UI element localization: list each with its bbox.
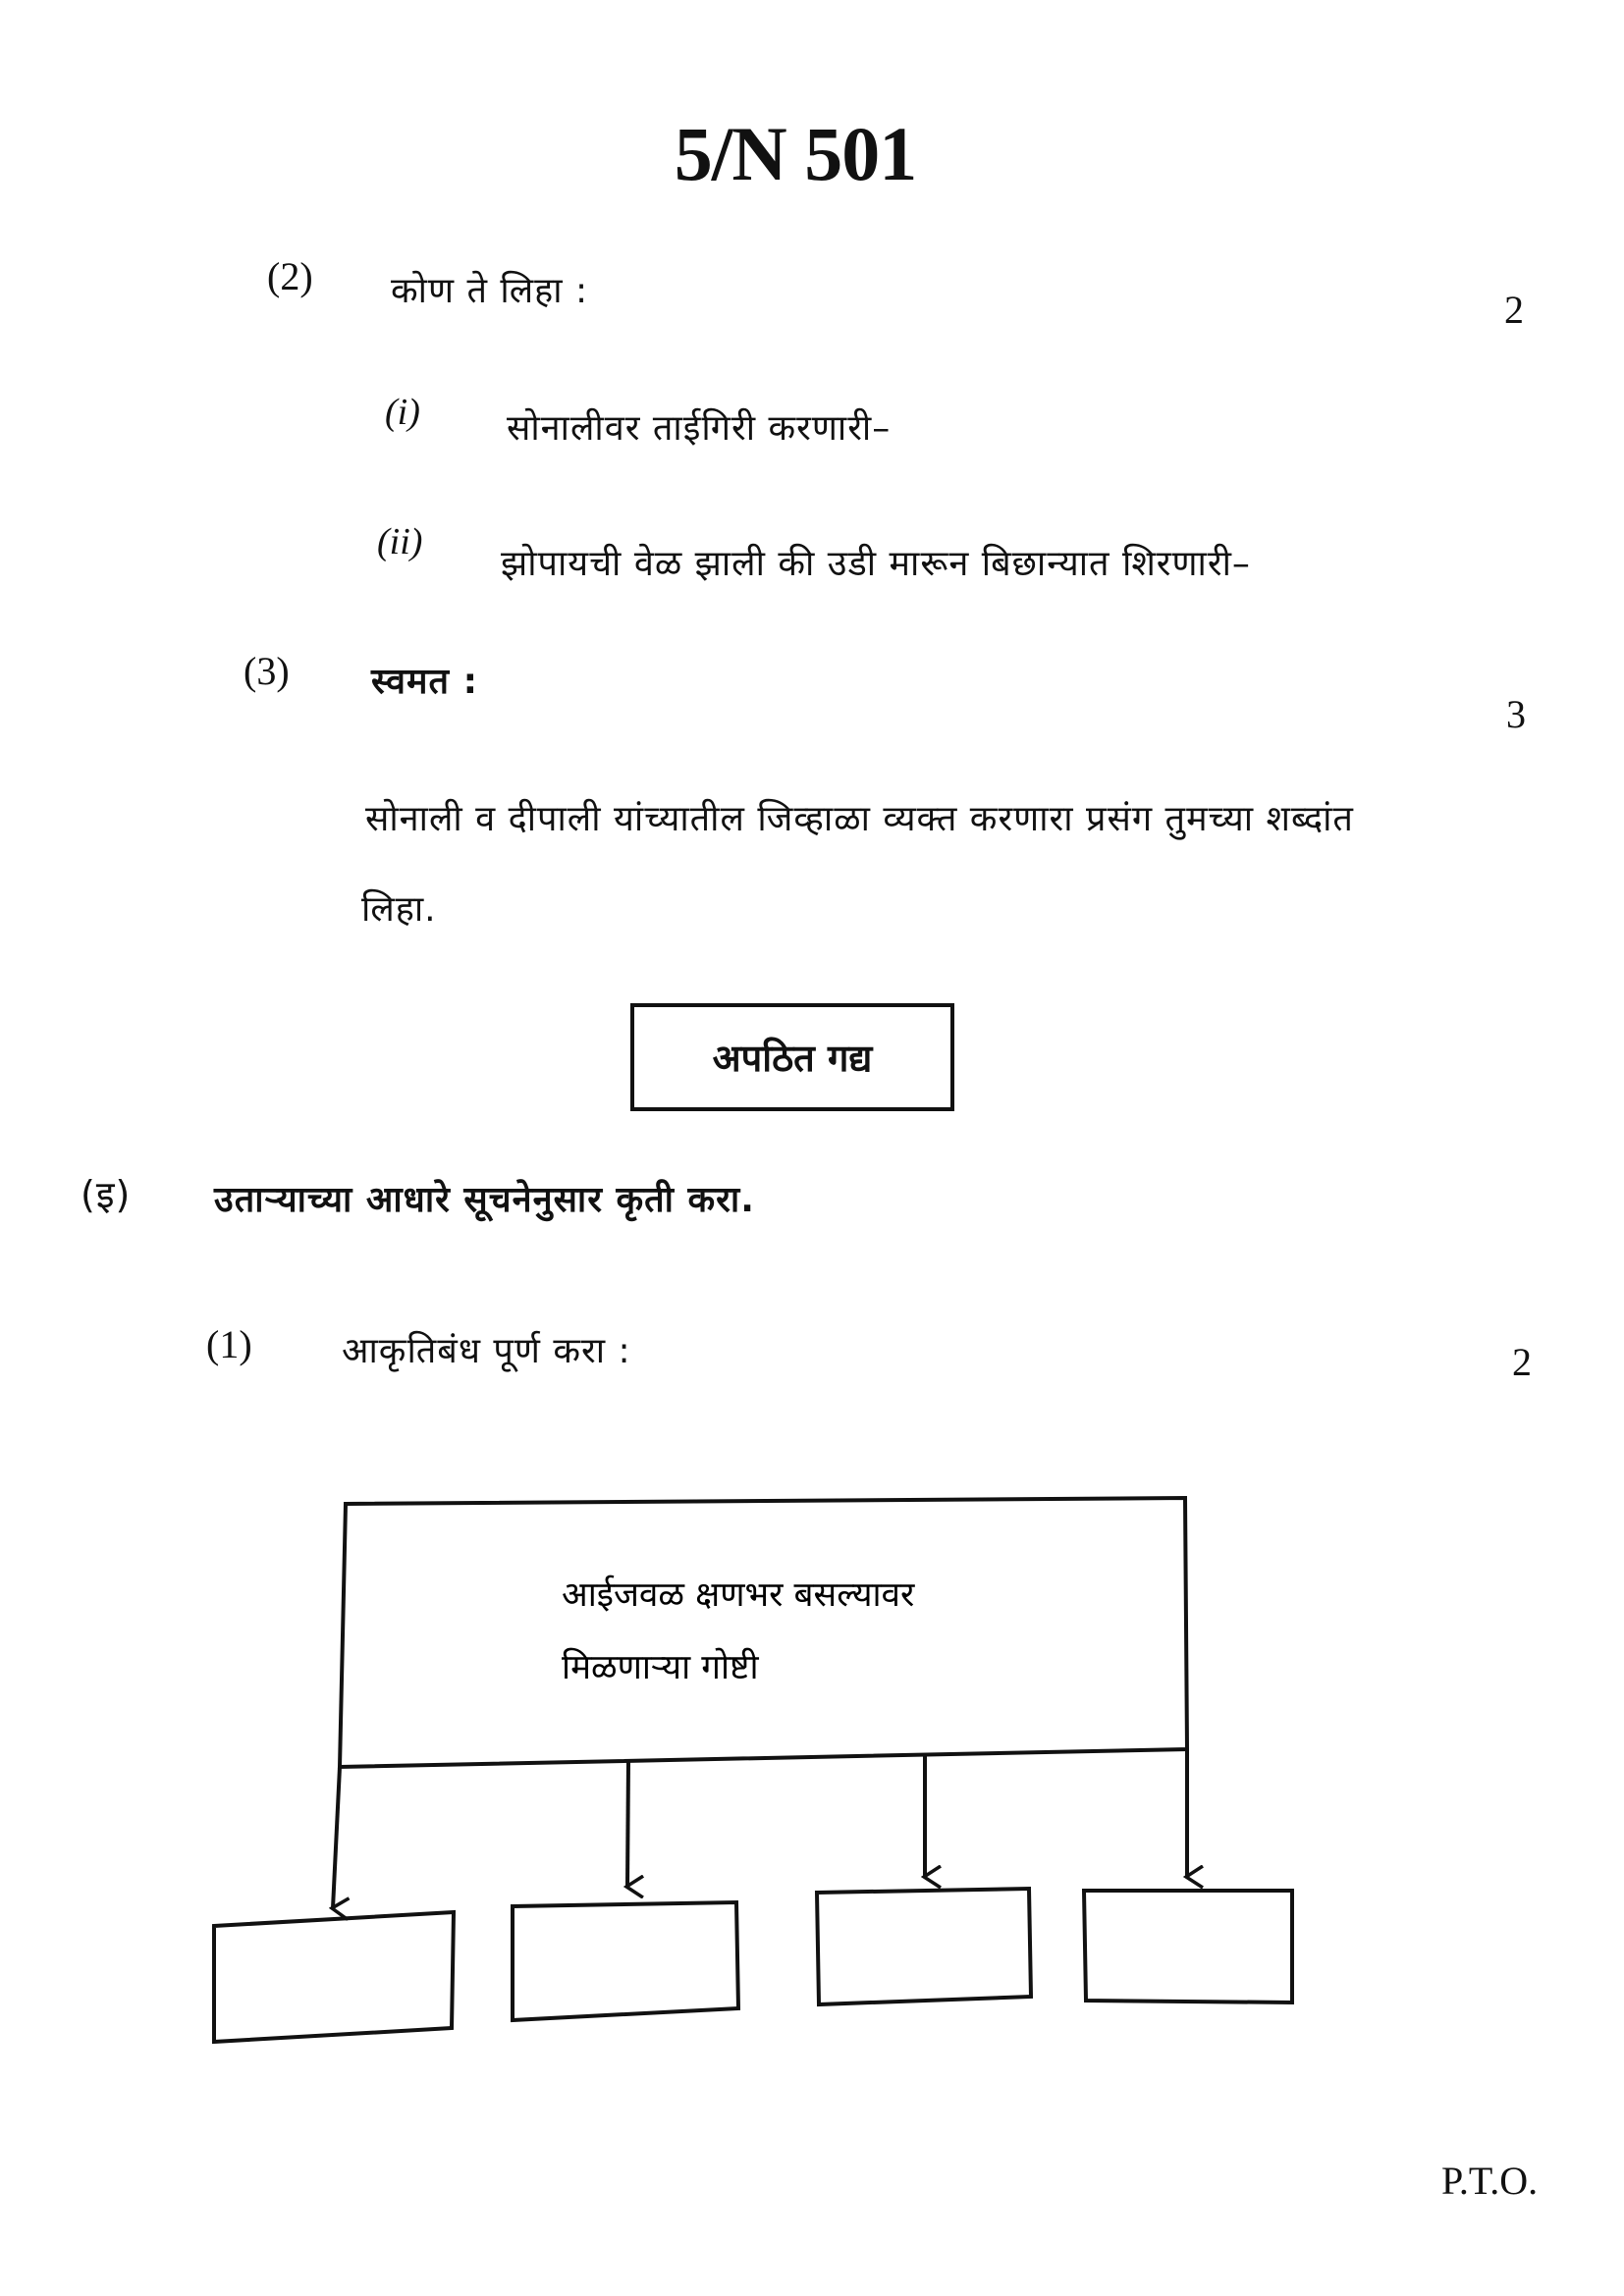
item-i-number: (i) bbox=[385, 392, 420, 433]
answer-box-3[interactable] bbox=[817, 1889, 1031, 2004]
concept-center-line-2: मिळणाऱ्या गोष्टी bbox=[562, 1648, 759, 1687]
concept-center-line-1: आईजवळ क्षणभर बसल्यावर bbox=[562, 1575, 915, 1615]
item-ii-text: झोपायची वेळ झाली की उडी मारून बिछान्यात शिरणारी– bbox=[501, 544, 1251, 584]
arrow-2 bbox=[627, 1761, 628, 1887]
question-3-label: स्वमत : bbox=[371, 662, 478, 702]
question-1-number: (1) bbox=[206, 1322, 252, 1366]
answer-box-4[interactable] bbox=[1084, 1891, 1292, 2002]
item-i-text: सोनालीवर ताईगिरी करणारी– bbox=[507, 408, 892, 449]
section-e-instruction: उताऱ्याच्या आधारे सूचनेनुसार कृती करा. bbox=[214, 1180, 755, 1220]
section-e-number: (इ) bbox=[81, 1173, 132, 1216]
item-ii-number: (ii) bbox=[377, 521, 423, 562]
section-heading: अपठित गद्य bbox=[712, 1037, 873, 1080]
answer-box-1[interactable] bbox=[214, 1912, 454, 2042]
question-3-marks: 3 bbox=[1506, 692, 1526, 736]
please-turn-over: P.T.O. bbox=[1441, 2159, 1539, 2203]
question-3-text-line-1: सोनाली व दीपाली यांच्यातील जिव्हाळा व्यक्त करणारा प्रसंग तुमच्या शब्दांत bbox=[365, 799, 1354, 839]
question-2-instruction: कोण ते लिहा : bbox=[391, 271, 589, 311]
arrow-1 bbox=[333, 1767, 340, 1908]
question-2-marks: 2 bbox=[1504, 288, 1524, 332]
paper-code: 5/N 501 bbox=[674, 111, 917, 196]
question-3-text-line-2: लिहा. bbox=[361, 889, 437, 930]
question-3-number: (3) bbox=[244, 649, 290, 693]
question-1-instruction: आकृतिबंध पूर्ण करा : bbox=[342, 1331, 631, 1371]
question-1-marks: 2 bbox=[1512, 1340, 1532, 1384]
concept-center-box bbox=[340, 1498, 1187, 1767]
answer-box-2[interactable] bbox=[513, 1902, 738, 2020]
question-2-number: (2) bbox=[267, 254, 313, 298]
